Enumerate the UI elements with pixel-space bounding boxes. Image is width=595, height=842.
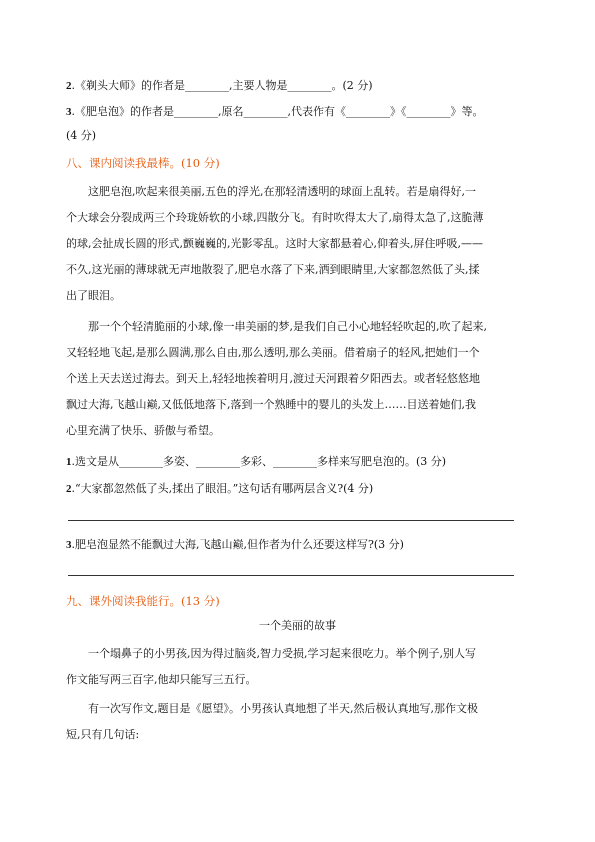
passage-line: 一个塌鼻子的小男孩,因为得过脑炎,智力受损,学习起来很吃力。举个例子,别人写 <box>88 647 476 660</box>
question-number: 3 <box>66 539 72 551</box>
passage-line: 这肥皂泡,吹起来很美丽,五色的浮光,在那轻清透明的球面上乱转。若是扇得好,一 <box>88 185 476 198</box>
passage-line: 不久,这光丽的薄球就无声地散裂了,肥皂水落了下来,洒到眼睛里,大家都忽然低了头,揉 <box>66 263 480 276</box>
question-text: .选文是从________多姿、________多彩、________多样来写肥皂泡的。(3 分) <box>71 455 447 468</box>
question-2-top <box>66 79 528 93</box>
passage-line: 短,只有几句话: <box>66 728 140 741</box>
question-number: 2 <box>66 483 72 495</box>
story-title: 一个美丽的故事 <box>259 619 336 632</box>
passage-line: 的球,会扯成长圆的形式,颤巍巍的,光影零乱。这时大家都悬着心,仰着头,屏住呼吸,—— <box>66 237 483 250</box>
passage-line: 个送上天去送过海去。到天上,轻轻地挨着明月,渡过天河跟着夕阳西去。或者轻悠悠地 <box>66 372 480 385</box>
passage-line: 那一个个轻清脆丽的小球,像一串美丽的梦,是我们自己小心地轻轻吹起的,吹了起来, <box>88 320 487 333</box>
passage-line: 飘过大海,飞越山巅,又低低地落下,落到一个熟睡中的婴儿的头发上……目送着她们,我 <box>66 398 476 411</box>
question-text: (4 分) <box>66 129 97 142</box>
section-8-question-1 <box>66 455 528 469</box>
section-9-heading: 九、课外阅读我能行。(13 分) <box>66 594 220 608</box>
question-3-score <box>66 129 528 143</box>
question-text: .《肥皂泡》的作者是________,原名________,代表作有《________》《________》等。 <box>71 105 484 118</box>
question-number: 2 <box>66 80 72 92</box>
question-3-top <box>66 105 528 119</box>
passage-line: 出了眼泪。 <box>66 289 121 302</box>
passage-line: 作文能写两三百字,他却只能写三五行。 <box>66 673 257 686</box>
question-number: 3 <box>66 106 72 118</box>
answer-line[interactable] <box>68 520 514 521</box>
section-8-question-3 <box>66 538 528 552</box>
question-text: .“大家都忽然低了头,揉出了眼泪。”这句话有哪两层含义?(4 分) <box>71 482 374 495</box>
passage-line: 心里充满了快乐、骄傲与希望。 <box>66 424 220 437</box>
section-8-heading: 八、课内阅读我最棒。(10 分) <box>66 156 220 170</box>
question-text: .肥皂泡显然不能飘过大海,飞越山巅,但作者为什么还要这样写?(3 分) <box>71 538 404 551</box>
passage-line: 又轻轻地飞起,是那么圆满,那么自由,那么透明,那么美丽。借着扇子的轻风,把她们一个 <box>66 346 480 359</box>
answer-line[interactable] <box>68 575 514 576</box>
question-number: 1 <box>66 456 72 468</box>
section-8-question-2 <box>66 482 528 496</box>
question-text: .《剃头大师》的作者是________,主要人物是________。(2 分) <box>71 79 373 92</box>
passage-line: 有一次写作文,题目是《愿望》。小男孩认真地想了半天,然后极认真地写,那作文极 <box>88 702 478 715</box>
passage-line: 个大球会分裂成两三个玲珑娇软的小球,四散分飞。有时吹得太大了,扇得太急了,这脆薄 <box>66 211 484 224</box>
